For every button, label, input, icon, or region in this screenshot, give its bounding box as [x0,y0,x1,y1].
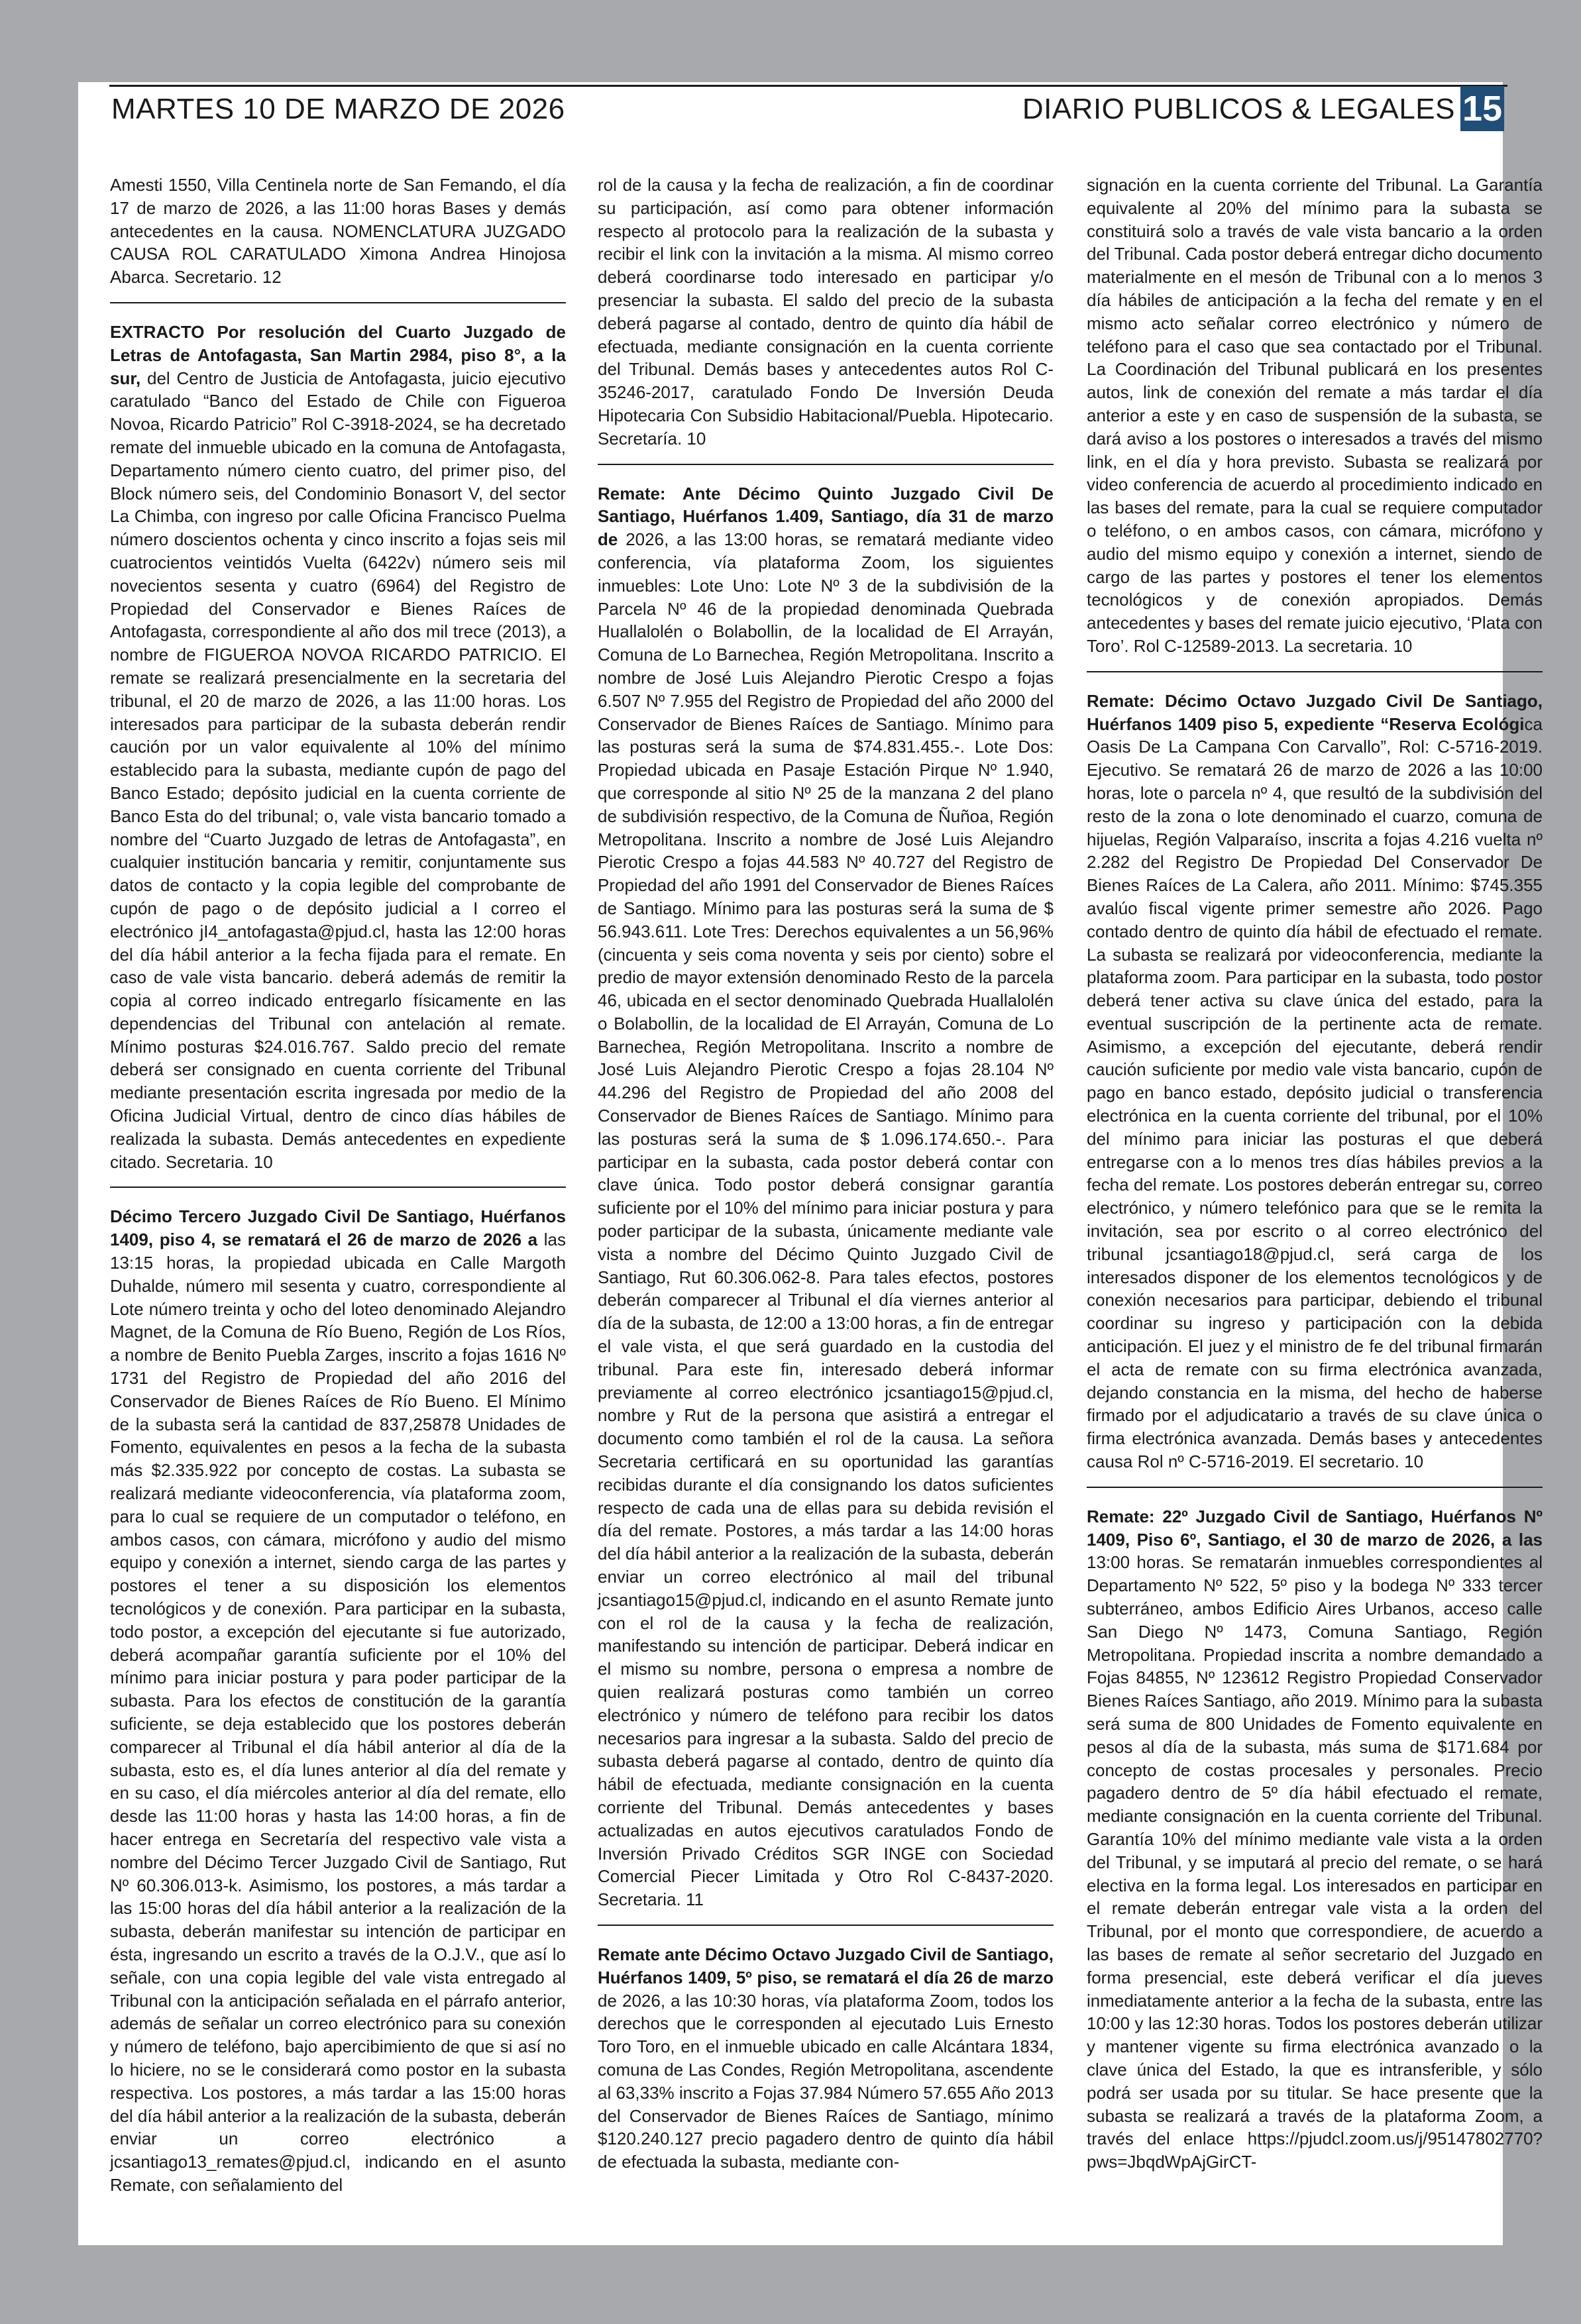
notice-divider [1087,1487,1543,1488]
publication-name: DIARIO PUBLICOS & LEGALES [1022,93,1455,125]
page-header [109,86,1504,131]
notice-heading: Décimo Tercero Juzgado Civil De Santiago, Huérfanos 1409, piso 4, se rematará el 26 de marzo de 2026 a [110,1206,566,1250]
legal-notice [110,321,566,1173]
legal-notice [1087,174,1543,658]
notice-divider [598,464,1054,465]
notice-body: rol de la causa y la fecha de realización, a fin de coordinar su participación, así como para obtener información respecto al protocolo para la realización de la subasta y recibir el link con la invitación a la misma. Al mismo correo deberá coordinarse todo interesado en participar y/o presenciar la subasta. El saldo del precio de la subasta deberá pagarse al contado, dentro de quinto día hábil de efectuada, mediante consignación en la cuenta corriente del Tribunal. Demás bases y antecedentes autos Rol C-35246-2017, caratulado Fondo De Inversión Deuda Hipotecaria Con Subsidio Habitacional/Puebla. Hipotecario. Secretaría. 10 [598,175,1054,449]
notice-heading: EXTRACTO Por resolución del Cuarto Juzgado de Letras de Antofagasta, San Martin 2984, piso 8°, a la sur, [110,321,566,388]
notice-body: 2026, a las 13:00 horas, se rematará mediante video conferencia, vía plataforma Zoom, los siguientes inmuebles: Lote Uno: Lote Nº 3 de la subdivisión de la Parcela Nº 46 de la propiedad denominada Quebrada Huallalolén o Bolabollin, de la localidad de El Arrayán, Comuna de Lo Barnechea, Región Metropolitana. Inscrito a nombre de José Luis Alejandro Pierotic Crespo a fojas 6.507 Nº 7.955 del Registro de Propiedad del año 2000 del Conservador de Bienes Raíces de Santiago. Mínimo para las posturas será la suma de $74.831.455.-. Lote Dos: Propiedad ubicada en Pasaje Estación Pirque Nº 1.940, que corresponde al sitio Nº 25 de la manzana 2 del plano de subdivisión respectivo, de la Comuna de Ñuñoa, Región Metropolitana. Inscrito a nombre de José Luis Alejandro Pierotic Crespo a fojas 44.583 Nº 40.727 del Registro de Propiedad del año 1991 del Conservador de Bienes Raíces de Santiago. Mínimo para las posturas será la suma de $ 56.943.611. Lote Tres: Derechos equivalentes a un 56,96% (cincuenta y seis coma noventa y seis por ciento) sobre el predio de mayor extensión denominado Resto de la parcela 46, ubicada en el sector denominado Quebrada Huallalolén o Bolabollin, de la localidad de El Arrayán, Comuna de Lo Barnechea, Región Metropolitana. Inscrito a nombre de José Luis Alejandro Pierotic Crespo a fojas 28.104 Nº 44.296 del Registro de Propiedad del año 2008 del Conservador de Bienes Raíces de Santiago. Mínimo para las posturas será la suma de $ 1.096.174.650.-. Para participar en la subasta, cada postor deberá contar con clave única. Todo postor deberá consignar garantía suficiente por el 10% del mínimo para iniciar postura y para poder participar de la subasta, únicamente mediante vale vista a nombre del Décimo Quinto Juzgado Civil de Santiago, Rut 60.306.062-8. Para tales efectos, postores deberán comparecer al Tribunal el día viernes anterior al día de la subasta, de 12:00 a 13:00 horas, a fin de entregar el vale vista, el que será guardado en la custodia del tribunal. Para este fin, interesado deberá informar previamente al correo electrónico jcsantiago15@pjud.cl, nombre y Rut de la persona que asistirá a entregar el documento como también el rol de la causa. La señora Secretaria certificará en su oportunidad las garantías recibidas durante el día consignando los datos suficientes respecto de cada una de ellas para su debida revisión el día del remate. Postores, a más tardar a las 14:00 horas del día hábil anterior a la realización de la subasta, deberán enviar un correo electrónico al mail del tribunal jcsantiago15@pjud.cl, indicando en el asunto Remate junto con el rol de la causa y la fecha de realización, manifestando su intención de participar. Deberá indicar en el mismo su nombre, persona o empresa a nombre de quien realizará posturas como también un correo electrónico y número de teléfono para recibir los datos necesarios para ingresar a la subasta. Saldo del precio de subasta deberá pagarse al contado, dentro de quinto día hábil de efectuada, mediante consignación en la cuenta corriente del Tribunal. Demás antecedentes y bases actualizadas en autos ejecutivos caratulados Fondo de Inversión Privado Créditos SGR INGE con Sociedad Comercial Piecer Limitada y Otro Rol C-8437-2020. Secretaria. 11 [598,529,1054,1910]
column-1 [110,174,566,2197]
issue-date: MARTES 10 DE MARZO DE 2026 [111,93,565,125]
page-number-badge: 15 [1460,86,1504,131]
legal-notice [110,1205,566,2196]
legal-notice [598,174,1054,450]
notice-body: de 2026, a las 10:30 horas, vía plataforma Zoom, todos los derechos que le corresponden al ejecutado Luis Ernesto Toro Toro, en el inmueble ubicado en calle Alcántara 1834, comuna de Las Condes, Región Metropolitana, ascendente al 63,33% inscrito a Fojas 37.984 Número 57.655 Año 2013 del Conservador de Bienes Raíces de Santiago, mínimo $120.240.127 precio pagadero dentro de quinto día hábil de efectuada la subasta, mediante con- [598,1990,1054,2172]
notice-body: las 13:15 horas, la propiedad ubicada en Calle Margoth Duhalde, número mil sesenta y cuatro, correspondiente al Lote número treinta y ocho del loteo denominado Alejandro Magnet, de la Comuna de Río Bueno, Región de Los Ríos, a nombre de Benito Puebla Zarges, inscrito a fojas 1616 Nº 1731 del Registro de Propiedad del año 2016 del Conservador de Bienes Raíces de Río Bueno. El Mínimo de la subasta será la cantidad de 837,25878 Unidades de Fomento, equivalentes en pesos a la fecha de la subasta más $2.335.922 por concepto de costas. La subasta se realizará mediante videoconferencia, vía plataforma zoom, para lo cual se requiere de un computador o teléfono, en ambos casos, con cámara, micrófono y audio del mismo equipo y conexión a internet, siendo carga de las partes y postores el tener a su disposición los elementos tecnológicos y de conexión. Para participar en la subasta, todo postor, a excepción del ejecutante si fue autorizado, deberá acompañar garantía suficiente por el 10% del mínimo para iniciar postura y para poder participar de la subasta. Para los efectos de constitución de la garantía suficiente, se deja establecido que los postores deberán comparecer al Tribunal el día hábil anterior al día de la subasta, esto es, el día lunes anterior al día del remate y en su caso, el día miércoles anterior al día del remate, ello desde las 11:00 horas y hasta las 14:00 horas, a fin de hacer entrega en Secretaría del respectivo vale vista a nombre del Décimo Tercer Juzgado Civil de Santiago, Rut Nº 60.306.013-k. Asimismo, los postores, a más tardar a las 15:00 horas del día hábil anterior a la realización de la subasta, deberán manifestar su intención de participar en ésta, ingresando un escrito a través de la O.J.V., que así lo señale, con una copia legible del vale vista entregado al Tribunal con la anticipación señalada en el párrafo anterior, además de señalar un correo electrónico para su conexión y número de teléfono, bajo apercibimiento de que si así no lo hiciere, no se le considerará como postor en la subasta respectiva. Los postores, a más tardar a las 15:00 horas del día hábil anterior a la realización de la subasta, deberán enviar un correo electrónico a jcsantiago13_remates@pjud.cl, indicando en el asunto Remate, con señalamiento del [110,1230,567,2195]
notice-heading: Remate ante Décimo Octavo Juzgado Civil de Santiago, Huérfanos 1409, 5º piso, se rematará el día 26 de marzo [598,1944,1054,1987]
notice-divider [110,1187,566,1188]
legal-notice [598,1943,1054,2174]
column-2 [598,174,1054,2174]
column-3 [1087,174,1543,2174]
legal-notice [1087,690,1543,1473]
notice-body: signación en la cuenta corriente del Tribunal. La Garantía equivalente al 20% del mínimo para la subasta se constituirá solo a través de vale vista bancario a la orden del Tribunal. Cada postor deberá entregar dicho documento materialmente en el mesón de Tribunal con a lo menos 3 día hábiles de anticipación a la fecha del remate y en el mismo acto señalar correo electrónico y número de teléfono para el caso que sea contactado por el Tribunal. La Coordinación del Tribunal publicará en los presentes autos, link de conexión del remate a más tardar el día anterior a este y en caso de suspensión de la subasta, se dará aviso a los postores o interesados a través del mismo link, en el día y hora previsto. Subasta se realizará por video conferencia de acuerdo al procedimiento indicado en las bases del remate, para la cual se requiere computador o teléfono, o en ambos casos, con cámara, micrófono y audio del mismo equipo y conexión a internet, siendo de cargo de las partes y postores el tener los elementos tecnológicos y de conexión apropiados. Demás antecedentes y bases del remate juicio ejecutivo, ‘Plata con Toro’. Rol C-12589-2013. La secretaria. 10 [1087,175,1543,656]
legal-notice [1087,1505,1543,2174]
legal-notice [110,174,566,289]
notice-heading: Remate: Ante Décimo Quinto Juzgado Civil De Santiago, Huérfanos 1.409, Santiago, día 31 de marzo de [598,483,1054,550]
notice-divider [110,302,566,303]
notice-body: 13:00 horas. Se rematarán inmuebles correspondientes al Departamento Nº 522, 5º piso y la bodega Nº 333 tercer subterráneo, ambos Edificio Aires Urbanos, acceso calle San Diego Nº 1473, Comuna Santiago, Región Metropolitana. Propiedad inscrita a nombre demandado a Fojas 84855, Nº 123612 Registro Propiedad Conservador Bienes Raíces Santiago, año 2019. Mínimo para la subasta será suma de 800 Unidades de Fomento equivalente en pesos al día de la subasta, más suma de $171.684 por concepto de costas procesales y personales. Precio pagadero dentro de 5º día hábil efectuado el remate, mediante consignación en la cuenta corriente del Tribunal. Garantía 10% del mínimo mediante vale vista a la orden del Tribunal, y se imputará al precio del remate, o se hará electiva en la forma legal. Los interesados en participar en el remate deberán entregar vale vista a la orden del Tribunal, por el monto que correspondiere, de acuerdo a las bases de remate al señor secretario del Juzgado en forma presencial, este deberá verificar el día jueves inmediatamente anterior a la fecha de la subasta, entre las 10:00 y las 12:30 horas. Todos los postores deberán utilizar y mantener vigente su firma electrónica avanzado o la clave única del Estado, la que es intransferible, y sólo podrá ser usada por su titular. Se hace presente que la subasta se realizará a través de la plataforma Zoom, a través del enlace https://pjudcl.zoom.us/j/95147802770?pws=JbqdWpAjGirCT- [1087,1552,1543,2172]
notice-body: Amesti 1550, Villa Centinela norte de San Femando, el día 17 de marzo de 2026, a las 11:00 horas Bases y demás antecedentes en la causa. NOMENCLATURA JUZGADO CAUSA ROL CARATULADO Ximona Andrea Hinojosa Abarca. Secretario. 12 [110,175,566,288]
notice-heading: Remate: 22º Juzgado Civil de Santiago, Huérfanos Nº 1409, Piso 6º, Santiago, el 30 de marzo de 2026, a las [1087,1506,1543,1550]
legal-notice [598,482,1054,1911]
notice-divider [598,1925,1054,1926]
notice-body: ca Oasis De La Campana Con Carvallo”, Rol: C-5716-2019. Ejecutivo. Se rematará 26 de marzo de 2026 a las 10:00 horas, lote o parcela nº 4, que resultó de la subdivisión del resto de la zona o lote denominado el cuarzo, comuna de hijuelas, Región Valparaíso, inscrita a fojas 4.216 vuelta nº 2.282 del Registro De Propiedad Del Conservador De Bienes Raíces de La Calera, año 2011. Mínimo: $745.355 avalúo fiscal vigente primer semestre año 2026. Pago contado dentro de quinto día hábil de efectuado el remate. La subasta se realizará por videoconferencia, mediante la plataforma zoom. Para participar en la subasta, todo postor deberá tener activa su clave única del estado, para la eventual suscripción de la pertinente acta de remate. Asimismo, a excepción del ejecutante, deberá rendir caución suficiente por medio vale vista bancario, cupón de pago en banco estado, depósito judicial o transferencia electrónica en la cuenta corriente del tribunal, por el 10% del mínimo para iniciar las posturas el que deberá entregarse con a lo menos tres días hábiles previos a la fecha del remate. Los postores deberán entregar su, correo electrónico, y número telefónico para que se le remita la invitación, sea por escrito o al correo electrónico del tribunal jcsantiago18@pjud.cl, será carga de los interesados disponer de los elementos tecnológicos y de conexión necesarios para participar, debiendo el tribunal coordinar su ingreso y participación con la debida anticipación. El juez y el ministro de fe del tribunal firmarán el acta de remate con su firma electrónica avanzada, dejando constancia en la misma, del hecho de haberse firmado por el adjudicatario a través de su clave única o firma electrónica avanzada. Demás bases y antecedentes causa Rol nº C-5716-2019. El secretario. 10 [1087,713,1543,1472]
notice-heading: Remate: Décimo Octavo Juzgado Civil De Santiago, Huérfanos 1409 piso 5, expediente “Reserva Ecológi [1087,690,1543,734]
notice-divider [1087,671,1543,672]
notice-body: del Centro de Justicia de Antofagasta, juicio ejecutivo caratulado “Banco del Estado de Chile con Figueroa Novoa, Ricardo Patricio” Rol C-3918-2024, se ha decretado remate del inmueble ubicado en la comuna de Antofagasta, Departamento número ciento cuatro, del primer piso, del Block número seis, del Condominio Bonasort V, del sector La Chimba, con ingreso por calle Oficina Francisco Puelma número doscientos ochenta y cinco inscrito a fojas seis mil cuatrocientos veintidós Vuelta (6422v) número seis mil novecientos sesenta y cuatro (6964) del Registro de Propiedad del Conservador e Bienes Raíces de Antofagasta, correspondiente al año dos mil trece (2013), a nombre de FIGUEROA NOVOA RICARDO PATRICIO. El remate se realizará presencialmente en la secretaria del tribunal, el 20 de marzo de 2026, a las 11:00 horas. Los interesados para participar de la subasta deberán rendir caución por un valor equivalente al 10% del mínimo establecido para la subasta, mediante cupón de pago del Banco Estado; depósito judicial en la cuenta corriente de Banco Esta do del tribunal; o, vale vista bancario tomado a nombre del “Cuarto Juzgado de letras de Antofagasta”, en cualquier institución bancaria y remitir, conjuntamente sus datos de contacto y la copia legible del comprobante de cupón de pago o de depósito judicial a I correo el electrónico jI4_antofagasta@pjud.cl, hasta las 12:00 horas del día hábil anterior a la fecha fijada para el remate. En caso de vale vista bancario. deberá además de remitir la copia al correo indicado entregarlo físicamente en las dependencias del Tribunal con antelación al remate. Mínimo posturas $24.016.767. Saldo precio del remate deberá ser consignado en cuenta corriente del Tribunal mediante presentación escrita ingresada por medio de la Oficina Judicial Virtual, dentro de cinco días hábiles de realizada la subasta. Demás antecedentes en expediente citado. Secretaria. 10 [110,368,566,1172]
